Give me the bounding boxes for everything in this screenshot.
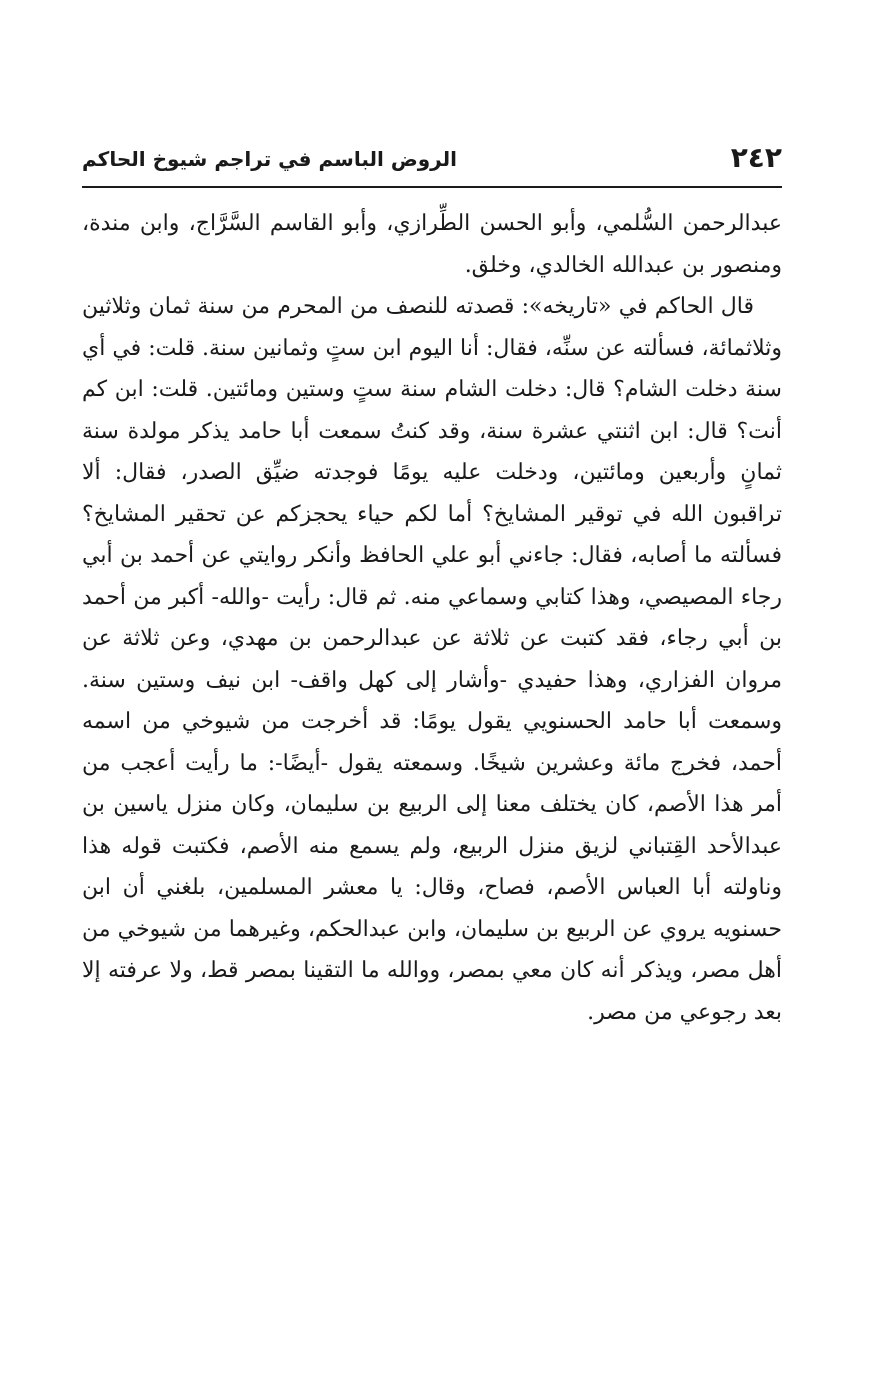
paragraph-continuation: عبدالرحمن السُّلمي، وأبو الحسن الطِّرازي، وأبو القاسم السَّرَّاج، وابن مندة، ومنصور بن عبدالله الخالدي، وخلق.	[82, 211, 782, 278]
running-title: الروض الباسم في تراجم شيوخ الحاكم	[82, 147, 457, 171]
body-text	[82, 203, 782, 1033]
page-number: ٢٤٢	[730, 141, 782, 174]
paragraph-hakim-account: قال الحاكم في «تاريخه»: قصدته للنصف من المحرم من سنة ثمان وثلاثين وثلاثمائة، فسألته عن سنِّه، فقال: أنا اليوم ابن ستٍ وثمانين سنة. قلت: في أي سنة دخلت الشام؟ قال: دخلت الشام سنة ستٍ وستين ومائتين. قلت: ابن كم أنت؟ قال: ابن اثنتي عشرة سنة، وقد كنتُ سمعت أبا حامد يذكر مولدة سنة ثمانٍ وأربعين ومائتين، ودخلت عليه يومًا فوجدته ضيِّق الصدر، فقال: ألا تراقبون الله في توقير المشايخ؟ أما لكم حياء يحجزكم عن تحقير المشايخ؟ فسألته ما أصابه، فقال: جاءني أبو علي الحافظ وأنكر روايتي عن أحمد بن أبي رجاء المصيصي، وهذا كتابي وسماعي منه. ثم قال: رأيت -والله- أكبر من أحمد بن أبي رجاء، فقد كتبت عن ثلاثة عن عبدالرحمن بن مهدي، وعن ثلاثة عن مروان الفزاري، وهذا حفيدي -وأشار إلى كهل واقف- ابن نيف وستين سنة. وسمعت أبا حامد الحسنويي يقول يومًا: قد أخرجت من شيوخي من اسمه أحمد، فخرج مائة وعشرين شيخًا. وسمعته يقول -أيضًا-: ما رأيت أعجب من أمر هذا الأصم، كان يختلف معنا إلى الربيع بن سليمان، وكان منزل ياسين بن عبدالأحد القِتباني لزيق منزل الربيع، ولم يسمع منه الأصم، فكتبت قوله هذا وناولته أبا العباس الأصم، فصاح، وقال: يا معشر المسلمين، بلغني أن ابن حسنويه يروي عن الربيع بن سليمان، وابن عبدالحكم، وغيرهما من شيوخي من أهل مصر، ويذكر أنه كان معي بمصر، ووالله ما التقينا بمصر قط، ولا عرفته إلا بعد رجوعي من مصر.	[82, 294, 782, 1025]
header-divider	[82, 186, 782, 188]
page-header	[82, 140, 782, 184]
